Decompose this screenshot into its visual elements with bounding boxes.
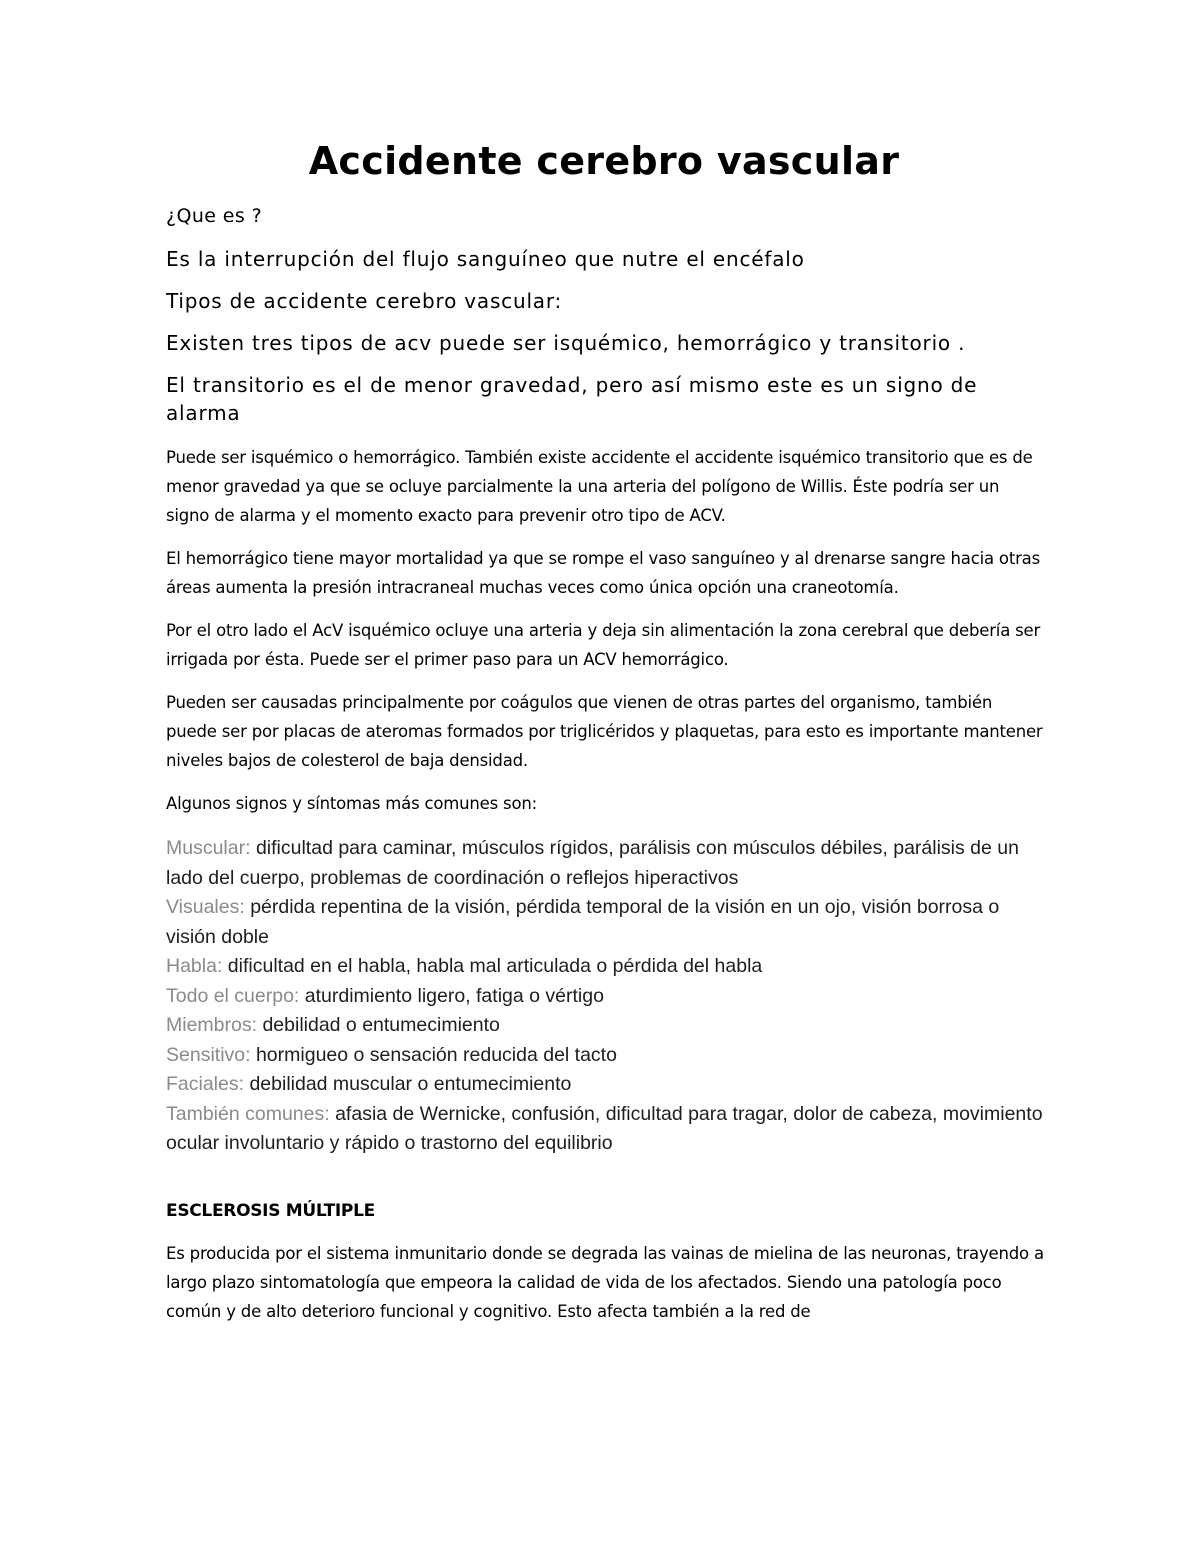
symptom-label: Habla:	[166, 955, 223, 977]
symptom-label: Sensitivo:	[166, 1043, 251, 1066]
symptom-label: Miembros:	[166, 1014, 258, 1036]
symptom-text: aturdimiento ligero, fatiga o vértigo	[299, 984, 604, 1007]
types-list-subheading: Existen tres tipos de acv puede ser isquémico, hemorrágico y transitorio .	[166, 331, 966, 355]
symptom-label: También comunes:	[166, 1102, 330, 1125]
symptom-item-whole-body	[166, 982, 1046, 1012]
definition-subheading: Es la interrupción del flujo sanguíneo que nutre el encéfalo	[166, 247, 805, 271]
symptom-item-common	[166, 1100, 1046, 1159]
paragraph-symptoms-intro: Algunos signos y síntomas más comunes son:	[166, 794, 537, 813]
symptom-item-limbs	[166, 1011, 1046, 1041]
paragraph-multiple-sclerosis: Es producida por el sistema inmunitario donde se degrada las vainas de mielina de las neuronas, trayendo a largo plazo sintomatología que empeora la calidad de vida de los afectados. Siendo una patología poco común y de alto deterioro funcional y cognitivo. Esto afecta también a la red de	[166, 1243, 1044, 1321]
transitory-subheading: El transitorio es el de menor gravedad, pero así mismo este es un signo de alarma	[166, 373, 978, 425]
symptom-text: debilidad muscular o entumecimiento	[244, 1073, 572, 1095]
symptom-item-visual	[166, 893, 1046, 952]
symptom-item-sensory	[166, 1041, 1046, 1071]
symptom-text: afasia de Wernicke, confusión, dificultad para tragar, dolor de cabeza, movimiento ocular involuntario y rápido o trastorno del equilibrio	[166, 1102, 1043, 1154]
types-subheading: Tipos de accidente cerebro vascular:	[166, 289, 563, 313]
symptom-item-facial	[166, 1070, 1046, 1100]
paragraph-ischemic-occlusion: Por el otro lado el AcV isquémico ocluye una arteria y deja sin alimentación la zona cerebral que debería ser irrigada por ésta. Puede ser el primer paso para un ACV hemorrágico.	[166, 621, 1041, 669]
section-heading-multiple-sclerosis: ESCLEROSIS MÚLTIPLE	[166, 1200, 375, 1221]
paragraph-ischemic: Puede ser isquémico o hemorrágico. También existe accidente el accidente isquémico transitorio que es de menor gravedad ya que se ocluye parcialmente la una arteria del polígono de Willis. Éste podría ser un signo de alarma y el momento exacto para prevenir otro tipo de ACV.	[166, 448, 1033, 525]
question-heading: ¿Que es ?	[166, 205, 263, 227]
symptom-text: pérdida repentina de la visión, pérdida temporal de la visión en un ojo, visión borrosa o visión doble	[166, 896, 1000, 948]
symptom-text: hormigueo o sensación reducida del tacto	[250, 1043, 617, 1066]
symptom-label: Todo el cuerpo:	[166, 984, 300, 1007]
symptom-item-muscular	[166, 834, 1046, 893]
paragraph-causes: Pueden ser causadas principalmente por coágulos que vienen de otras partes del organismo, también puede ser por placas de ateromas formados por triglicéridos y plaquetas, para esto es importante mantener niveles bajos de colesterol de baja densidad.	[166, 693, 1043, 770]
symptom-item-speech	[166, 952, 1046, 982]
symptoms-list	[166, 834, 1046, 1159]
symptom-text: dificultad en el habla, habla mal articulada o pérdida del habla	[222, 955, 763, 977]
symptom-label: Muscular:	[166, 837, 251, 859]
symptom-text: debilidad o entumecimiento	[257, 1014, 500, 1036]
symptom-label: Faciales:	[166, 1073, 245, 1095]
document-title: Accidente cerebro vascular	[308, 139, 900, 183]
symptom-text: dificultad para caminar, músculos rígidos, parálisis con músculos débiles, parálisis de un lado del cuerpo, problemas de coordinación o reflejos hiperactivos	[166, 837, 1019, 889]
symptom-label: Visuales:	[166, 896, 245, 918]
paragraph-hemorrhagic: El hemorrágico tiene mayor mortalidad ya que se rompe el vaso sanguíneo y al drenarse sangre hacia otras áreas aumenta la presión intracraneal muchas veces como única opción una craneotomía.	[166, 549, 1040, 597]
document-content	[166, 138, 1046, 1326]
